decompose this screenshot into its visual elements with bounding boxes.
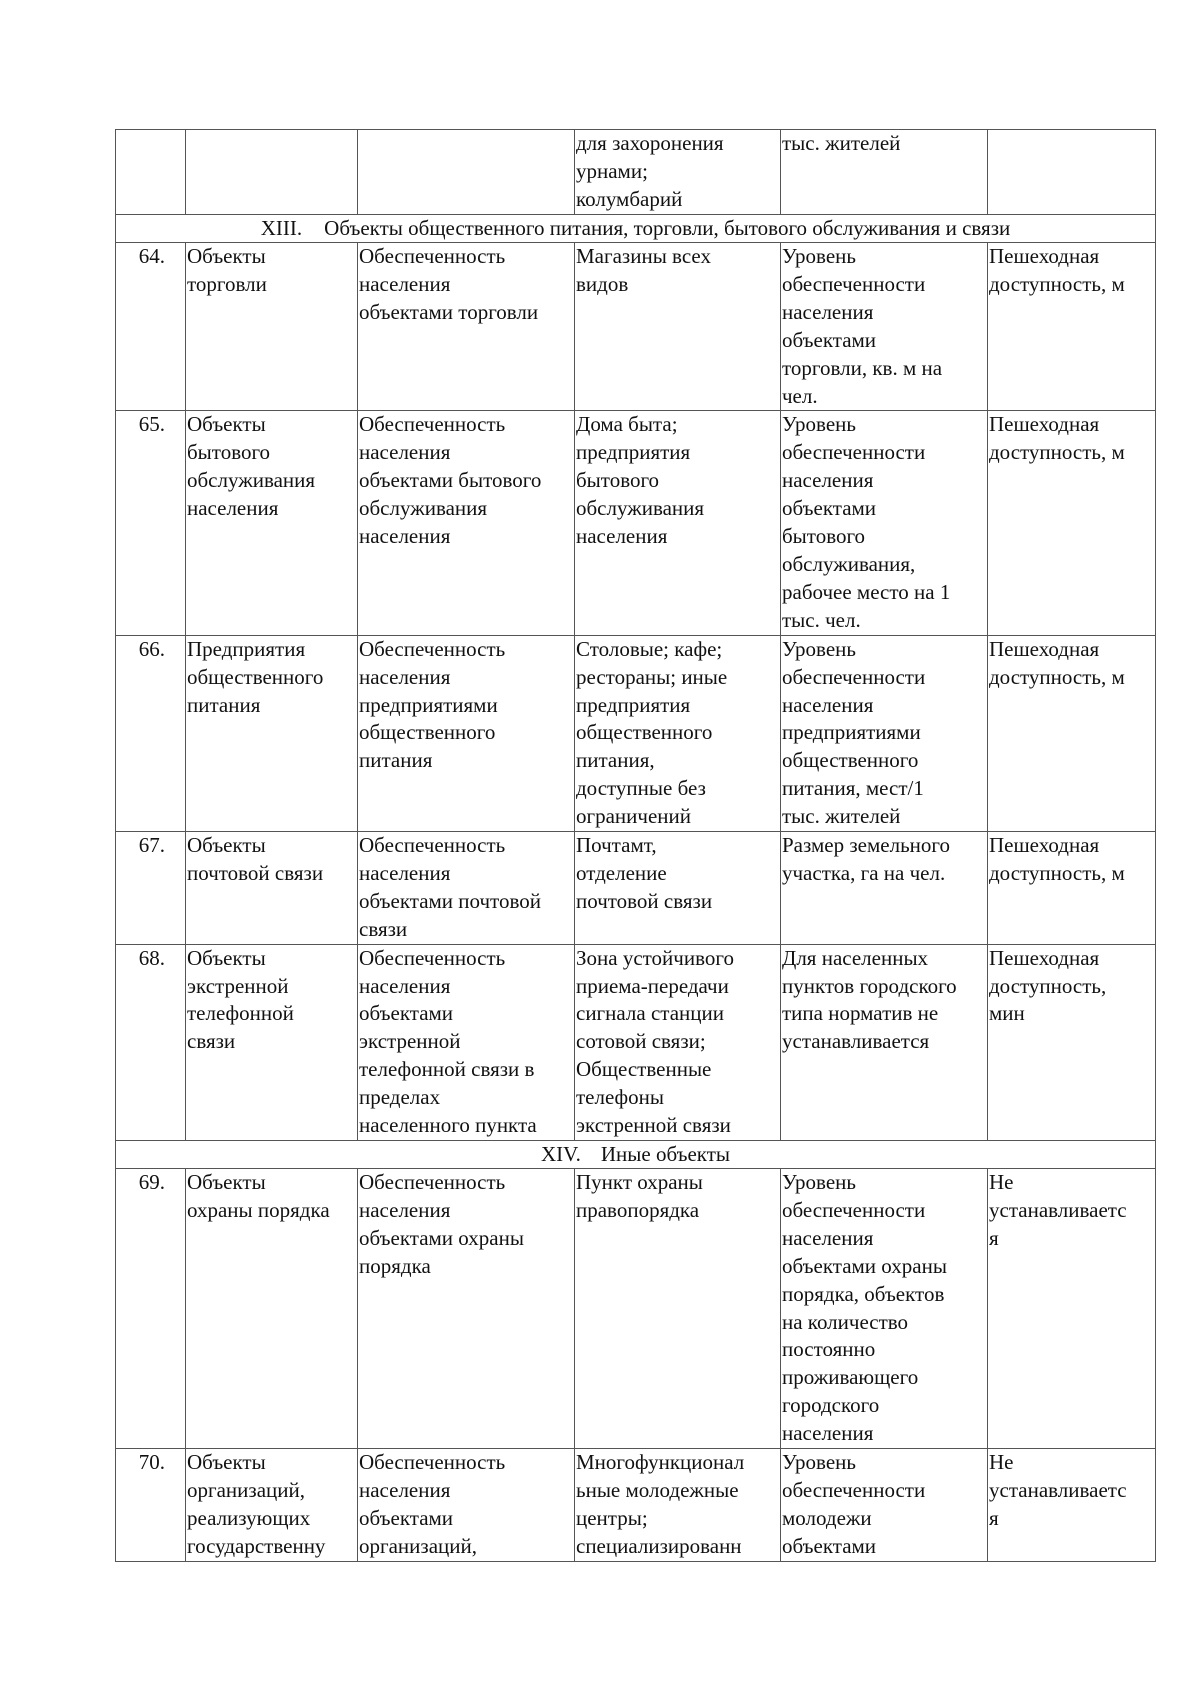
- cell-indicator: Обеспеченность населения объектами организаций,: [358, 1449, 575, 1562]
- cell-num: 68.: [116, 944, 186, 1140]
- table-row: [116, 944, 1156, 1140]
- cell-types: Зона устойчивого приема-передачи сигнала станции сотовой связи; Общественные телефоны экстренной связи: [575, 944, 781, 1140]
- table-row: [116, 243, 1156, 411]
- cell-num: 65.: [116, 411, 186, 635]
- table-row: [116, 411, 1156, 635]
- cell-level: Уровень обеспеченности населения объектами торговли, кв. м на чел.: [781, 243, 988, 411]
- table-row-continuation: [116, 130, 1156, 215]
- table-body: [116, 130, 1156, 1562]
- cell-types: Пункт охраны правопорядка: [575, 1169, 781, 1449]
- cell-object: Объекты экстренной телефонной связи: [186, 944, 358, 1140]
- cell-num: 67.: [116, 832, 186, 945]
- cell-indicator: [358, 130, 575, 215]
- cell-types: Дома быта; предприятия бытового обслуживания населения: [575, 411, 781, 635]
- table-row: [116, 1449, 1156, 1562]
- cell-types: Магазины всех видов: [575, 243, 781, 411]
- cell-indicator: Обеспеченность населения объектами торговли: [358, 243, 575, 411]
- cell-indicator: Обеспеченность населения предприятиями общественного питания: [358, 635, 575, 831]
- table-row: [116, 635, 1156, 831]
- cell-access: Не устанавливаетс я: [988, 1169, 1156, 1449]
- cell-num: 70.: [116, 1449, 186, 1562]
- table-row: [116, 1169, 1156, 1449]
- cell-access: Пешеходная доступность, мин: [988, 944, 1156, 1140]
- section-header: [116, 1141, 1156, 1169]
- cell-object: [186, 130, 358, 215]
- cell-object: Объекты охраны порядка: [186, 1169, 358, 1449]
- cell-level: Размер земельного участка, га на чел.: [781, 832, 988, 945]
- cell-level: тыс. жителей: [781, 130, 988, 215]
- cell-object: Объекты бытового обслуживания населения: [186, 411, 358, 635]
- cell-object: Объекты почтовой связи: [186, 832, 358, 945]
- cell-level: Уровень обеспеченности населения предприятиями общественного питания, мест/1 тыс. жителей: [781, 635, 988, 831]
- cell-access: Пешеходная доступность, м: [988, 411, 1156, 635]
- cell-access: [988, 130, 1156, 215]
- section-header-row: [116, 215, 1156, 243]
- cell-num: 66.: [116, 635, 186, 831]
- cell-object: Объекты торговли: [186, 243, 358, 411]
- section-header-row: [116, 1141, 1156, 1169]
- cell-num: 64.: [116, 243, 186, 411]
- cell-num: 69.: [116, 1169, 186, 1449]
- cell-access: Пешеходная доступность, м: [988, 832, 1156, 945]
- section-title: Объекты общественного питания, торговли, бытового обслуживания и связи: [324, 216, 1011, 240]
- cell-object: Объекты организаций, реализующих государственну: [186, 1449, 358, 1562]
- cell-types: Столовые; кафе; рестораны; иные предприятия общественного питания, доступные без ограничений: [575, 635, 781, 831]
- section-number: XIV.: [540, 1142, 581, 1166]
- cell-access: Пешеходная доступность, м: [988, 635, 1156, 831]
- cell-access: Пешеходная доступность, м: [988, 243, 1156, 411]
- table-row: [116, 832, 1156, 945]
- cell-types: для захоронения урнами; колумбарий: [575, 130, 781, 215]
- cell-types: Многофункционал ьные молодежные центры; специализированн: [575, 1449, 781, 1562]
- cell-access: Не устанавливаетс я: [988, 1449, 1156, 1562]
- section-header: [116, 215, 1156, 243]
- cell-types: Почтамт, отделение почтовой связи: [575, 832, 781, 945]
- cell-level: Для населенных пунктов городского типа норматив не устанавливается: [781, 944, 988, 1140]
- cell-num: [116, 130, 186, 215]
- cell-object: Предприятия общественного питания: [186, 635, 358, 831]
- section-number: XIII.: [260, 216, 303, 240]
- cell-level: Уровень обеспеченности населения объектами бытового обслуживания, рабочее место на 1 тыс. чел.: [781, 411, 988, 635]
- cell-indicator: Обеспеченность населения объектами бытового обслуживания населения: [358, 411, 575, 635]
- cell-level: Уровень обеспеченности населения объектами охраны порядка, объектов на количество постоянно проживающего городского населения: [781, 1169, 988, 1449]
- cell-indicator: Обеспеченность населения объектами охраны порядка: [358, 1169, 575, 1449]
- cell-level: Уровень обеспеченности молодежи объектами: [781, 1449, 988, 1562]
- cell-indicator: Обеспеченность населения объектами экстренной телефонной связи в пределах населенного пункта: [358, 944, 575, 1140]
- section-title: Иные объекты: [600, 1142, 730, 1166]
- regulation-table: [115, 129, 1156, 1562]
- cell-indicator: Обеспеченность населения объектами почтовой связи: [358, 832, 575, 945]
